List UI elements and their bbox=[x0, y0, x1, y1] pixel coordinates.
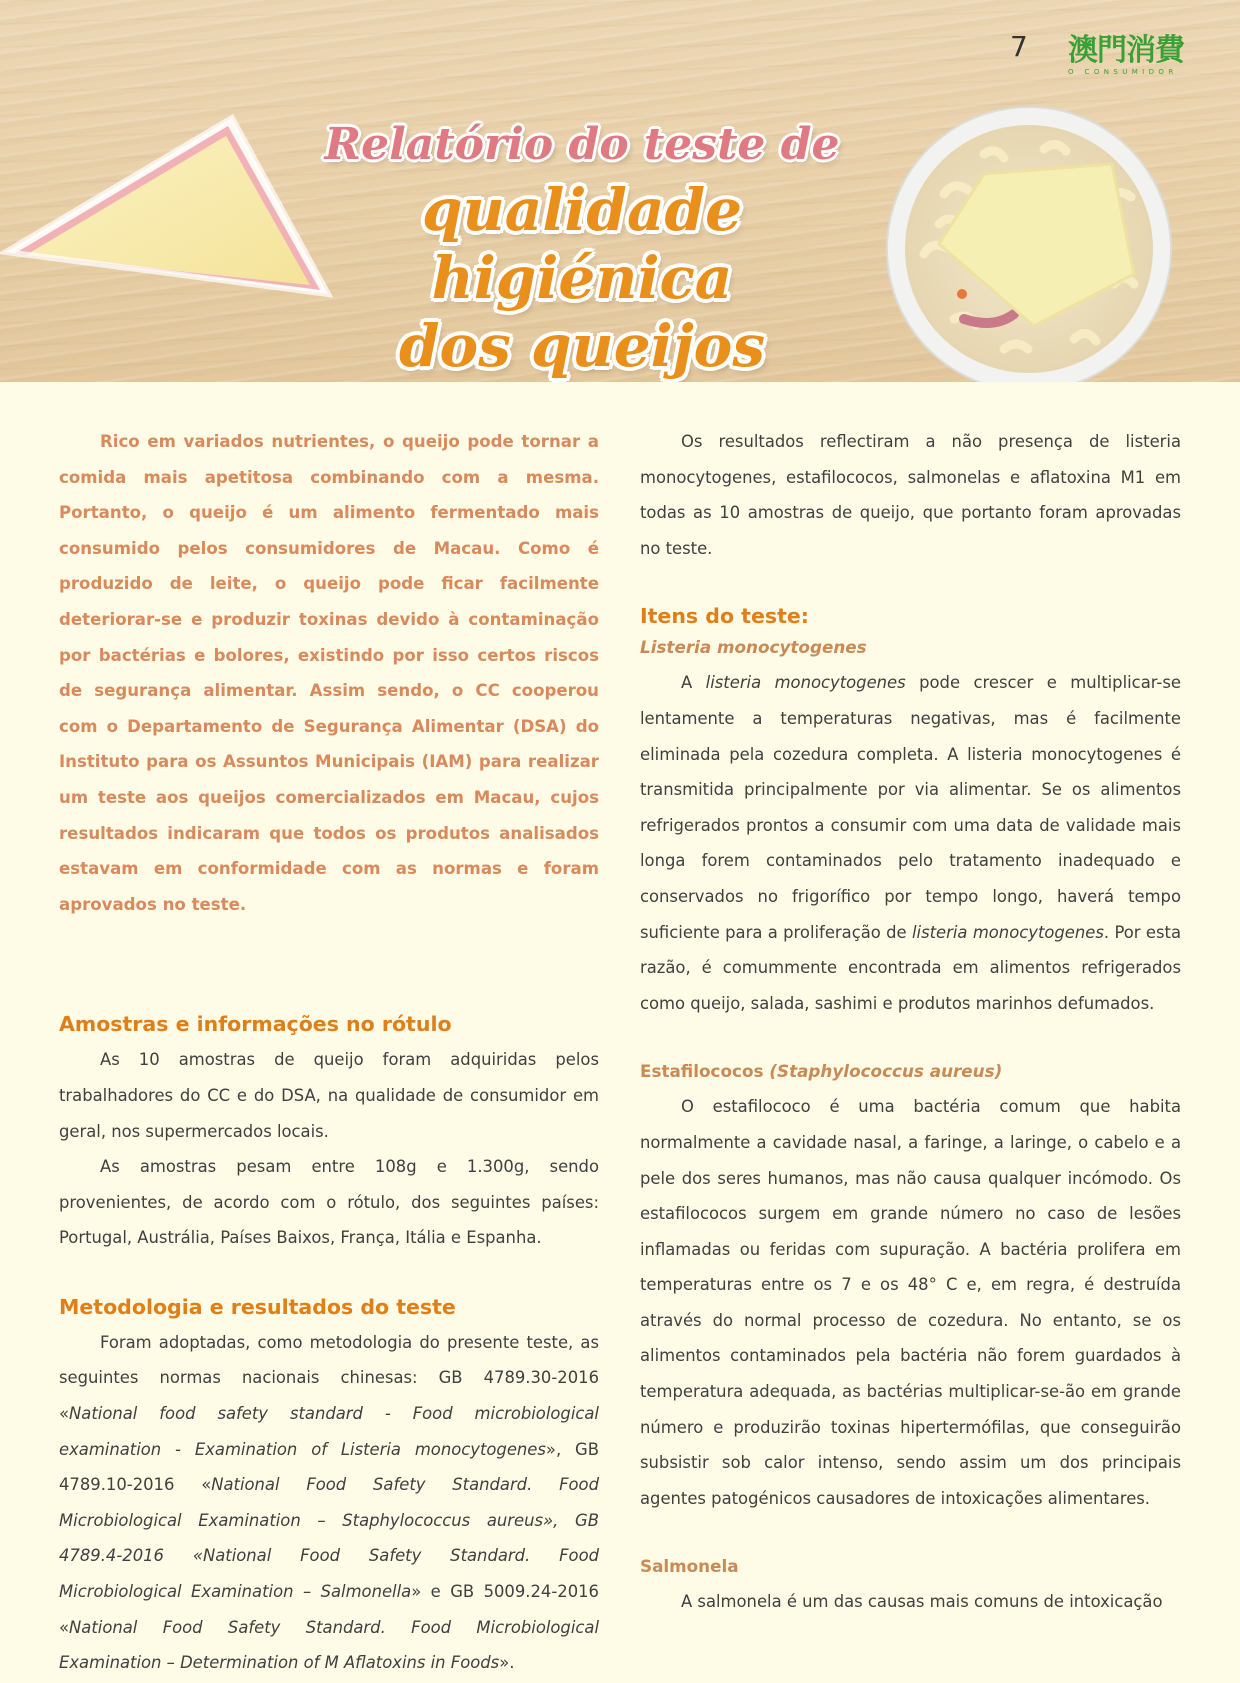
logo-subtitle: O CONSUMIDOR bbox=[1068, 68, 1178, 76]
page-number: 7 bbox=[1010, 30, 1028, 63]
logo-chinese-text: 澳門消費 bbox=[1068, 33, 1184, 68]
soup-bowl-image bbox=[884, 104, 1174, 382]
methodology-heading: Metodologia e resultados do teste bbox=[59, 1294, 456, 1319]
samples-paragraph-2: As amostras pesam entre 108g e 1.300g, sendo provenientes, de acordo com o rótulo, dos seguintes países: Portugal, Austrália, Países Baixos, França, Itália e Espanha. bbox=[59, 1157, 599, 1248]
method-text-1: Foram adoptadas, como metodologia do presente teste, as seguintes normas nacionais chinesas: GB 4789.30-2016 « bbox=[59, 1332, 599, 1424]
test-items-heading: Itens do teste: bbox=[640, 604, 809, 629]
method-standard-1: National food safety standard - Food microbiological examination - Examination of Listeria monocytogenes bbox=[59, 1404, 599, 1459]
listeria-text-2: pode crescer e multiplicar-se lentamente a temperaturas negativas, mas é facilmente eliminada pela cozedura completa. A listeria monocytogenes é transmitida principalmente por via alimentar. Se os alimentos refrigerados prontos a consumir com uma data de validade mais longa forem contaminados pelo tratamento inadequado e conservados no frigorífico por tempo longo, haverá tempo suficiente para a proliferação de bbox=[640, 673, 1181, 942]
title-line-2: qualidade higiénica bbox=[422, 176, 742, 312]
title-line-1: Relatório do teste de bbox=[324, 119, 840, 170]
header-banner bbox=[0, 0, 1240, 382]
methodology-paragraph bbox=[59, 1325, 599, 1681]
right-column bbox=[640, 424, 1181, 1620]
cheese-wedge-image bbox=[0, 112, 340, 312]
salmonella-heading: Salmonela bbox=[640, 1556, 739, 1577]
listeria-paragraph bbox=[640, 665, 1181, 1021]
listeria-term-1: listeria monocytogenes bbox=[705, 673, 906, 693]
staphylococcus-heading bbox=[640, 1054, 1181, 1089]
staphylococcus-paragraph: O estafilococo é uma bactéria comum que habita normalmente a cavidade nasal, a faringe, a laringe, o cabelo e a pele dos seres humanos, mas não causa qualquer incómodo. Os estafilococos surgem em grande número no caso de lesões inflamadas ou feridas com supuração. A bactéria prolifera em temperaturas entre os 7 e os 48° C e, em regra, é destruída através do normal processo de cozedura. No entanto, se os alimentos contaminados pela bactéria não forem guardados à temperatura adequada, as bactérias multiplicar-se-ão em grande número e produzirão toxinas hipertermófilas, que conseguirão subsistir sob calor intenso, sendo assim um dos principais agentes patogénicos causadores de intoxicações alimentares. bbox=[640, 1097, 1181, 1508]
method-standard-2: National Food Safety Standard. Food Microbiological Examination – Staphylococcus aureus», GB 4789.4-2016 «National Food Safety Standard. Food Microbiological Examination – Salmonella bbox=[59, 1475, 599, 1602]
listeria-term-2: listeria monocytogenes bbox=[911, 922, 1104, 942]
listeria-text-3: . Por esta razão, é comummente encontrada em alimentos refrigerados como queijo, salada, sashimi e produtos marinhos defumados. bbox=[640, 922, 1181, 1013]
method-standard-3: National Food Safety Standard. Food Microbiological Examination – Determination of M Aflatoxins in Foods bbox=[59, 1617, 599, 1673]
samples-paragraph-1: As 10 amostras de queijo foram adquiridas pelos trabalhadores do CC e do DSA, na qualidade de consumidor em geral, nos supermercados locais. bbox=[59, 1050, 599, 1141]
results-paragraph: Os resultados reflectiram a não presença de listeria monocytogenes, estafilococos, salmonelas e aflatoxina M1 em todas as 10 amostras de queijo, que portanto foram aprovadas no teste. bbox=[640, 432, 1181, 558]
listeria-heading bbox=[640, 630, 1181, 665]
magazine-logo bbox=[1068, 34, 1188, 77]
page-title bbox=[292, 114, 872, 380]
listeria-text-1: A bbox=[681, 673, 706, 693]
method-text-4: ». bbox=[499, 1653, 515, 1673]
salmonella-paragraph: A salmonela é um das causas mais comuns de intoxicação bbox=[681, 1592, 1163, 1612]
samples-heading: Amostras e informações no rótulo bbox=[59, 1012, 452, 1037]
method-text-3: » e GB 5009.24-2016 « bbox=[59, 1582, 599, 1637]
intro-paragraph: Rico em variados nutrientes, o queijo pode tornar a comida mais apetitosa combinando com a mesma. Portanto, o queijo é um alimento fermentado mais consumido pelos consumidores de Macau. Como é produzido de leite, o queijo pode ficar facilmente deteriorar-se e produzir toxinas devido à contaminação por bactérias e bolores, existindo por isso certos riscos de segurança alimentar. Assim sendo, o CC cooperou com o Departamento de Segurança Alimentar (DSA) do Instituto para os Assuntos Municipais (IAM) para realizar um teste aos queijos comercializados em Macau, cujos resultados indicaram que todos os produtos analisados estavam em conformidade com as normas e foram aprovados no teste. bbox=[59, 432, 599, 914]
staph-heading-latin: (Staphylococcus aureus) bbox=[769, 1061, 1003, 1082]
listeria-heading-text: Listeria monocytogenes bbox=[640, 637, 867, 658]
left-column bbox=[59, 424, 599, 1681]
staph-heading-text: Estafilococos bbox=[640, 1061, 764, 1082]
title-line-3: dos queijos bbox=[398, 312, 766, 380]
method-text-2: », GB 4789.10-2016 « bbox=[59, 1439, 599, 1495]
